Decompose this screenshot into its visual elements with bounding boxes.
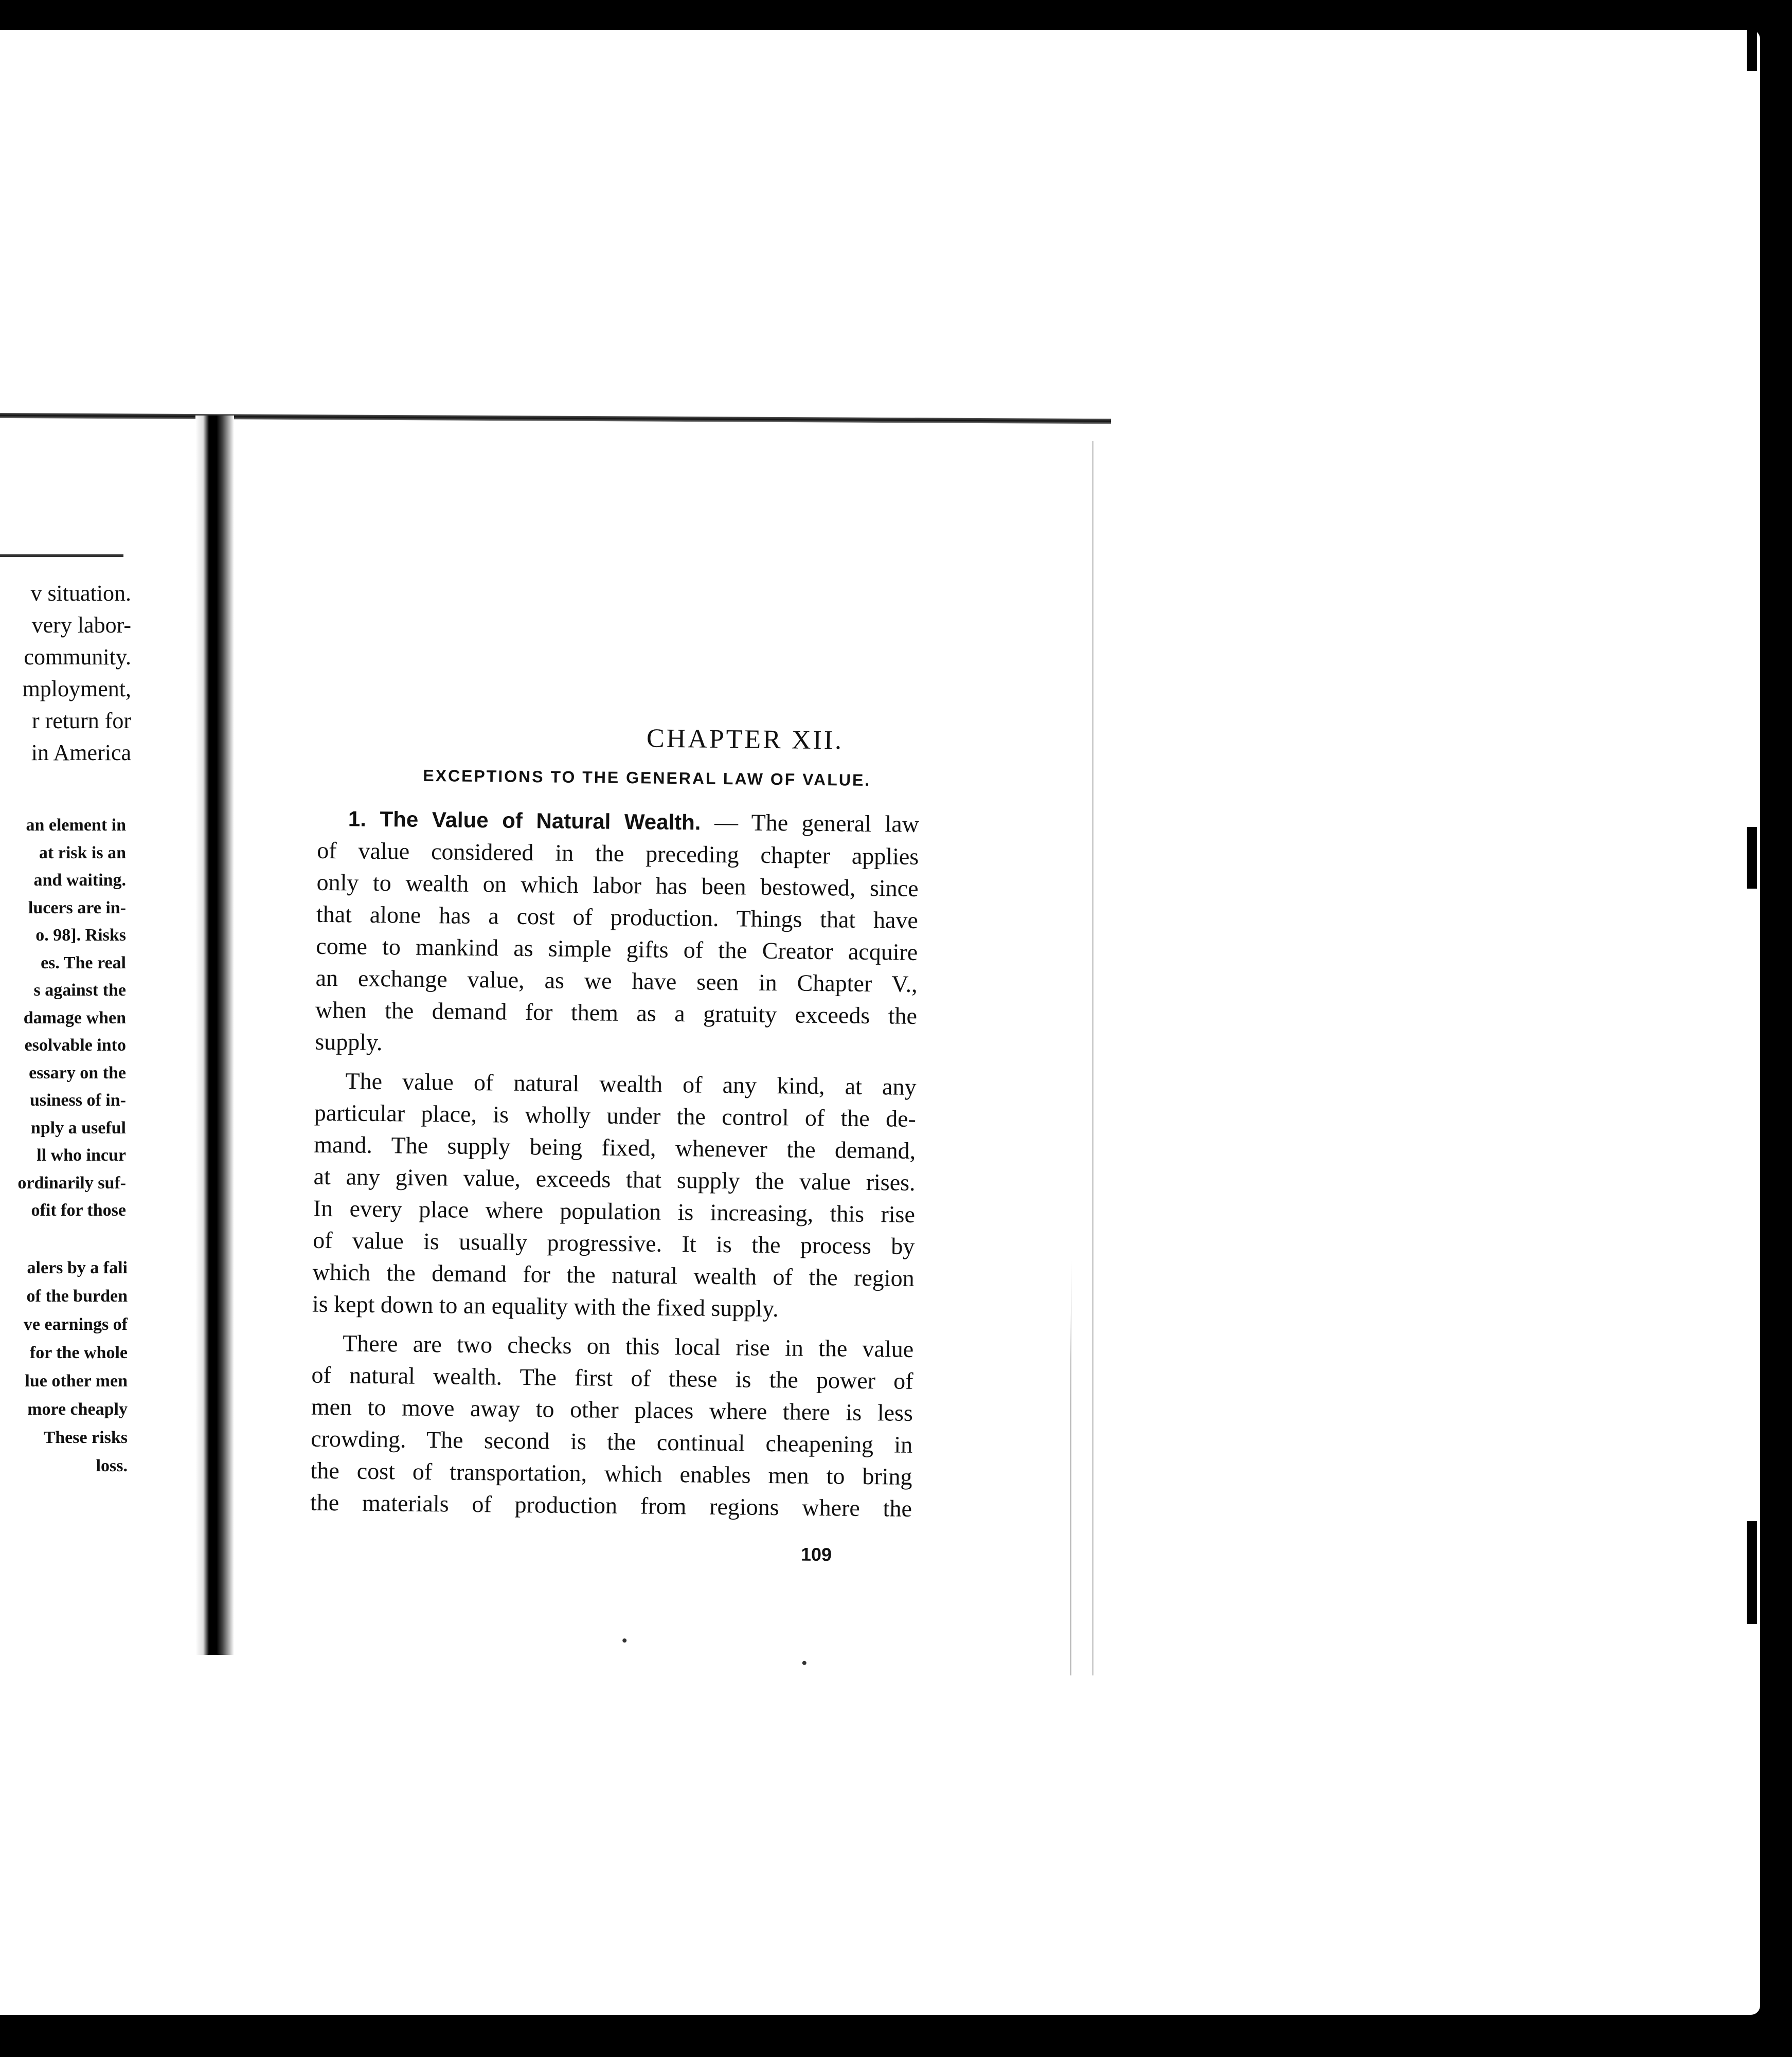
text-line: The value of natural wealth of any kind, at any bbox=[345, 1068, 917, 1100]
text-line: In every place where population is increasing, this rise bbox=[313, 1195, 916, 1228]
text-line: es. The real bbox=[41, 953, 126, 972]
text-line: come to mankind as simple gifts of the Creator acquire bbox=[316, 932, 918, 965]
text-line: very labor- bbox=[31, 612, 131, 638]
text-line: men to move away to other places where there is less bbox=[311, 1393, 913, 1426]
text-line: ordinarily suf- bbox=[17, 1173, 126, 1193]
text-line: of value is usually progressive. It is the process by bbox=[313, 1226, 915, 1259]
text-line: s against the bbox=[33, 981, 126, 1000]
text-line: in America bbox=[31, 740, 131, 765]
text-line: supply. bbox=[315, 1028, 383, 1056]
text-line: alers by a fali bbox=[27, 1258, 128, 1277]
text-line: lue other men bbox=[25, 1372, 128, 1391]
text-line: These risks bbox=[43, 1428, 128, 1447]
text-line: more cheaply bbox=[27, 1400, 128, 1419]
text-line: There are two checks on this local rise in the value bbox=[342, 1330, 914, 1362]
text-line: of value considered in the preceding chapter applies bbox=[316, 837, 919, 870]
text-line: is kept down to an equality with the fixed supply. bbox=[312, 1290, 779, 1322]
text-line: crowding. The second is the continual cheapening in bbox=[311, 1425, 913, 1458]
text-line: usiness of in- bbox=[29, 1091, 126, 1110]
text-line: for the whole bbox=[29, 1343, 128, 1362]
text-line: at any given value, exceeds that supply the value rises. bbox=[313, 1163, 916, 1196]
text-line: an element in bbox=[26, 816, 126, 835]
chapter-number: CHAPTER XII. bbox=[646, 724, 844, 755]
header-rule bbox=[0, 554, 123, 557]
left-page-text-block bbox=[23, 578, 131, 769]
text-line: nply a useful bbox=[30, 1118, 126, 1138]
left-page-text-block bbox=[17, 811, 126, 1224]
scan-sheet bbox=[0, 30, 1760, 2015]
left-page-text-block bbox=[24, 1254, 128, 1480]
text-line: the materials of production from regions where the bbox=[310, 1489, 912, 1522]
paragraph bbox=[312, 1065, 917, 1326]
text-line: an exchange value, as we have seen in Chapter V., bbox=[315, 964, 918, 997]
book-gutter bbox=[195, 416, 234, 1655]
open-book bbox=[0, 30, 1132, 1727]
text-line: which the demand for the natural wealth of the region bbox=[312, 1258, 915, 1291]
text-line: ll who incur bbox=[37, 1146, 126, 1165]
text-line: v situation. bbox=[30, 581, 131, 606]
right-page bbox=[221, 421, 1080, 1669]
text-line: and waiting. bbox=[33, 871, 126, 890]
text-line: of the burden bbox=[26, 1287, 128, 1306]
text-line: lucers are in- bbox=[28, 898, 126, 917]
text-line: r return for bbox=[31, 708, 131, 733]
ink-speck bbox=[802, 1661, 807, 1665]
text-line: of natural wealth. The first of these is the power of bbox=[311, 1361, 913, 1394]
ink-speck bbox=[622, 1638, 626, 1643]
text-line: loss. bbox=[96, 1456, 128, 1475]
text-line: only to wealth on which labor has been bestowed, since bbox=[316, 869, 919, 901]
chapter-body bbox=[310, 802, 920, 1532]
edge-mark bbox=[1747, 827, 1757, 889]
text-line: damage when bbox=[23, 1008, 126, 1027]
section-heading: 1. The Value of Natural Wealth. bbox=[348, 806, 701, 835]
text-line: ofit for those bbox=[31, 1201, 126, 1220]
text-line: mand. The supply being fixed, whenever the demand, bbox=[314, 1131, 916, 1164]
paragraph bbox=[310, 1327, 914, 1525]
edge-mark bbox=[1747, 1521, 1757, 1624]
text-line: esolvable into bbox=[24, 1036, 126, 1055]
edge-mark bbox=[1747, 30, 1757, 71]
page-number: 109 bbox=[800, 1543, 832, 1565]
paragraph bbox=[315, 802, 919, 1064]
text-line: ve earnings of bbox=[23, 1315, 128, 1334]
text-line: 1. The Value of Natural Wealth. — The general law bbox=[348, 806, 920, 837]
chapter-title: EXCEPTIONS TO THE GENERAL LAW OF VALUE. bbox=[423, 766, 871, 790]
text-line: community. bbox=[24, 644, 131, 670]
text-line: essary on the bbox=[29, 1063, 126, 1082]
text-line: when the demand for them as a gratuity exceeds the bbox=[315, 996, 918, 1029]
text-line: at risk is an bbox=[39, 843, 126, 862]
text-line: the cost of transportation, which enables men to bring bbox=[310, 1457, 912, 1490]
text-line: mployment, bbox=[22, 676, 131, 701]
text-line: that alone has a cost of production. Things that have bbox=[316, 900, 919, 933]
text-line: o. 98]. Risks bbox=[35, 926, 126, 945]
text-line: particular place, is wholly under the control of the de- bbox=[314, 1099, 917, 1132]
